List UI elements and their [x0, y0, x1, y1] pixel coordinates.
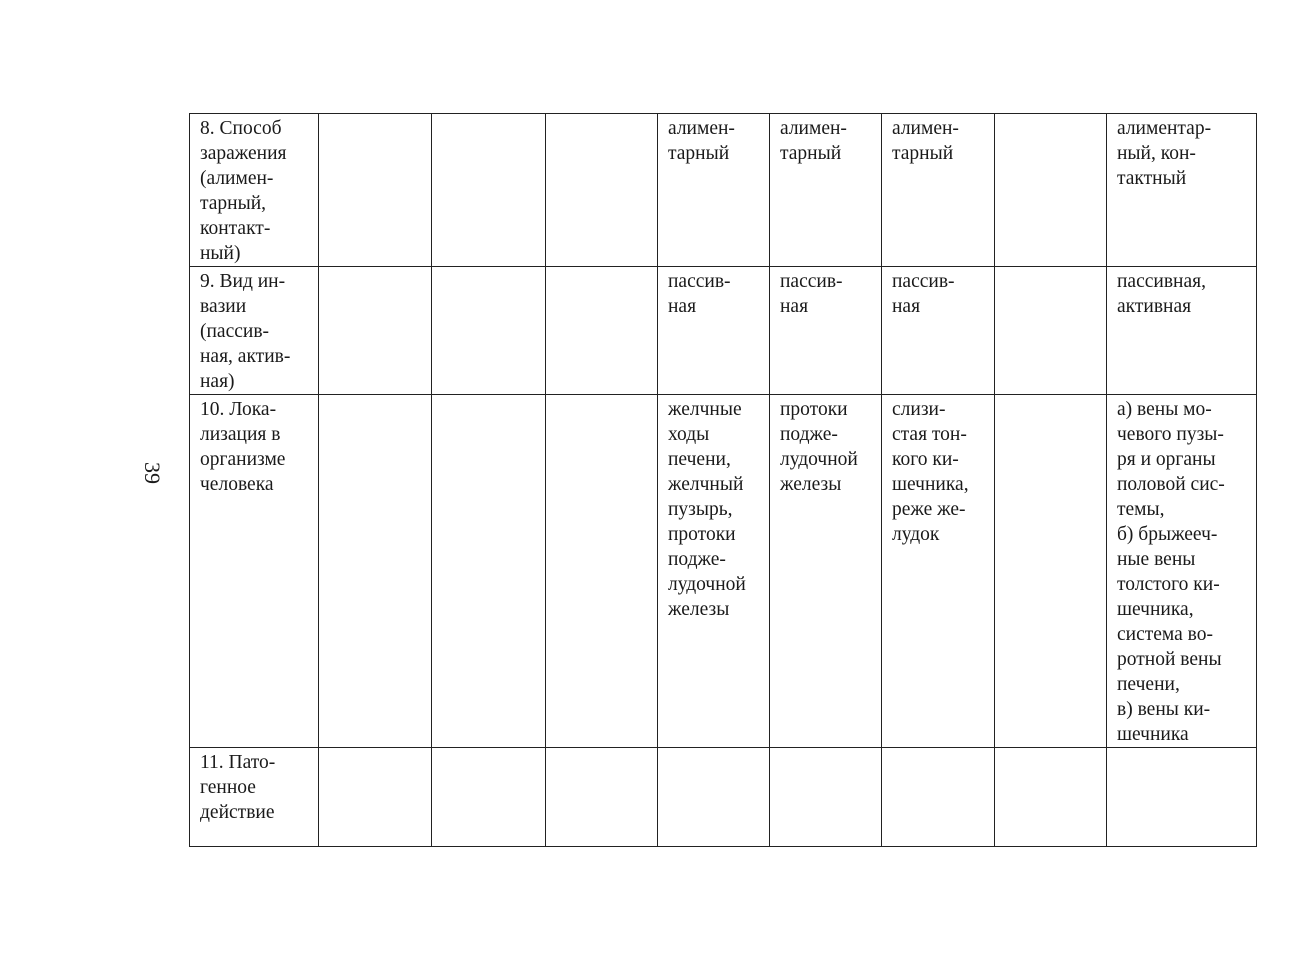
cell-row-8-col-9: [1107, 114, 1257, 267]
cell-text-line: (алимен-: [200, 168, 274, 189]
cell-row-11-col-2: [319, 748, 432, 847]
cell-row-11-col-4: [546, 748, 658, 847]
cell-text-line: тарный,: [200, 193, 267, 214]
cell-text-line: печени,: [668, 449, 731, 470]
cell-text-line: алиментар-: [1117, 118, 1212, 139]
cell-text-line: лудок: [892, 524, 940, 545]
cell-text-line: контакт-: [200, 218, 271, 239]
cell-text-line: алимен-: [780, 118, 847, 139]
cell-row-9-col-5: [658, 267, 770, 395]
cell-row-10-col-2: [319, 395, 432, 748]
cell-text-line: шечника: [1117, 724, 1189, 745]
cell-row-11-col-7: [882, 748, 995, 847]
cell-text-line: ная: [892, 296, 921, 317]
cell-row-8-col-3: [432, 114, 546, 267]
cell-text-line: темы,: [1117, 499, 1165, 520]
cell-text-line: активная: [1117, 296, 1192, 317]
cell-text-line: ный): [200, 243, 241, 264]
cell-row-10-col-6: [770, 395, 882, 748]
cell-text-line: а) вены мо-: [1117, 399, 1212, 420]
cell-text-line: человека: [200, 474, 274, 495]
cell-row-11-col-6: [770, 748, 882, 847]
cell-row-11-col-9: [1107, 748, 1257, 847]
cell-text-line: б) брыжееч-: [1117, 524, 1218, 545]
cell-row-9-col-9: [1107, 267, 1257, 395]
cell-text-line: половой сис-: [1117, 474, 1225, 495]
cell-row-11-feature: [190, 748, 319, 847]
cell-text-line: заражения: [200, 143, 287, 164]
cell-text-line: тарный: [892, 143, 954, 164]
cell-text-line: подже-: [668, 549, 726, 570]
cell-text-line: алимен-: [668, 118, 735, 139]
cell-text-line: лудочной: [668, 574, 746, 595]
cell-row-8-col-2: [319, 114, 432, 267]
cell-text-line: 9. Вид ин-: [200, 271, 286, 292]
cell-row-11-col-5: [658, 748, 770, 847]
cell-row-8-col-6: [770, 114, 882, 267]
cell-text-line: протоки: [780, 399, 848, 420]
cell-text-line: лизация в: [200, 424, 281, 445]
cell-row-10-col-8: [995, 395, 1107, 748]
cell-row-9-feature: [190, 267, 319, 395]
cell-text-line: алимен-: [892, 118, 959, 139]
cell-text-line: организме: [200, 449, 286, 470]
cell-text-line: чевого пузы-: [1117, 424, 1224, 445]
cell-text-line: ная: [668, 296, 697, 317]
cell-text-line: 8. Способ: [200, 118, 282, 139]
table-row-row-8: [190, 114, 1257, 267]
table-row-row-10: [190, 395, 1257, 748]
cell-row-10-col-5: [658, 395, 770, 748]
cell-text-line: печени,: [1117, 674, 1180, 695]
cell-row-9-col-8: [995, 267, 1107, 395]
cell-text-line: слизи-: [892, 399, 946, 420]
cell-row-9-col-6: [770, 267, 882, 395]
cell-row-10-feature: [190, 395, 319, 748]
cell-text-line: реже же-: [892, 499, 966, 520]
cell-text-line: пузырь,: [668, 499, 733, 520]
cell-text-line: (пассив-: [200, 321, 270, 342]
cell-row-11-col-8: [995, 748, 1107, 847]
cell-row-9-col-7: [882, 267, 995, 395]
cell-text-line: ные вены: [1117, 549, 1196, 570]
cell-text-line: действие: [200, 802, 275, 823]
table-row-row-9: [190, 267, 1257, 395]
cell-text-line: пассив-: [668, 271, 731, 292]
cell-text-line: шечника,: [1117, 599, 1194, 620]
cell-text-line: тарный: [668, 143, 730, 164]
cell-row-10-col-9: [1107, 395, 1257, 748]
cell-text-line: 11. Пато-: [200, 752, 276, 773]
cell-text-line: желчные: [668, 399, 742, 420]
cell-row-8-feature: [190, 114, 319, 267]
cell-text-line: желчный: [668, 474, 744, 495]
cell-row-8-col-4: [546, 114, 658, 267]
cell-row-11-col-3: [432, 748, 546, 847]
cell-text-line: ный, кон-: [1117, 143, 1196, 164]
cell-text-line: толстого ки-: [1117, 574, 1220, 595]
cell-text-line: стая тон-: [892, 424, 967, 445]
cell-text-line: пассив-: [892, 271, 955, 292]
cell-row-10-col-7: [882, 395, 995, 748]
cell-text-line: ная, актив-: [200, 346, 291, 367]
cell-text-line: генное: [200, 777, 256, 798]
table-row-row-11: [190, 748, 1257, 847]
cell-text-line: кого ки-: [892, 449, 959, 470]
cell-row-8-col-8: [995, 114, 1107, 267]
cell-text-line: 10. Лока-: [200, 399, 277, 420]
cell-text-line: ря и органы: [1117, 449, 1216, 470]
cell-text-line: вазии: [200, 296, 247, 317]
cell-text-line: подже-: [780, 424, 838, 445]
cell-text-line: протоки: [668, 524, 736, 545]
cell-text-line: ная): [200, 371, 235, 392]
cell-row-8-col-5: [658, 114, 770, 267]
cell-text-line: система во-: [1117, 624, 1213, 645]
cell-row-10-col-4: [546, 395, 658, 748]
cell-row-10-col-3: [432, 395, 546, 748]
cell-text-line: тактный: [1117, 168, 1187, 189]
cell-text-line: шечника,: [892, 474, 969, 495]
cell-text-line: ная: [780, 296, 809, 317]
cell-text-line: пассивная,: [1117, 271, 1206, 292]
cell-text-line: пассив-: [780, 271, 843, 292]
cell-text-line: железы: [668, 599, 730, 620]
cell-row-9-col-4: [546, 267, 658, 395]
cell-text-line: тарный: [780, 143, 842, 164]
cell-row-9-col-2: [319, 267, 432, 395]
parasite-comparison-table: [189, 113, 1257, 847]
cell-row-9-col-3: [432, 267, 546, 395]
cell-text-line: железы: [780, 474, 842, 495]
cell-text-line: в) вены ки-: [1117, 699, 1211, 720]
cell-text-line: лудочной: [780, 449, 858, 470]
cell-row-8-col-7: [882, 114, 995, 267]
cell-text-line: ротной вены: [1117, 649, 1222, 670]
page-number: 39: [140, 462, 165, 484]
cell-text-line: ходы: [668, 424, 710, 445]
